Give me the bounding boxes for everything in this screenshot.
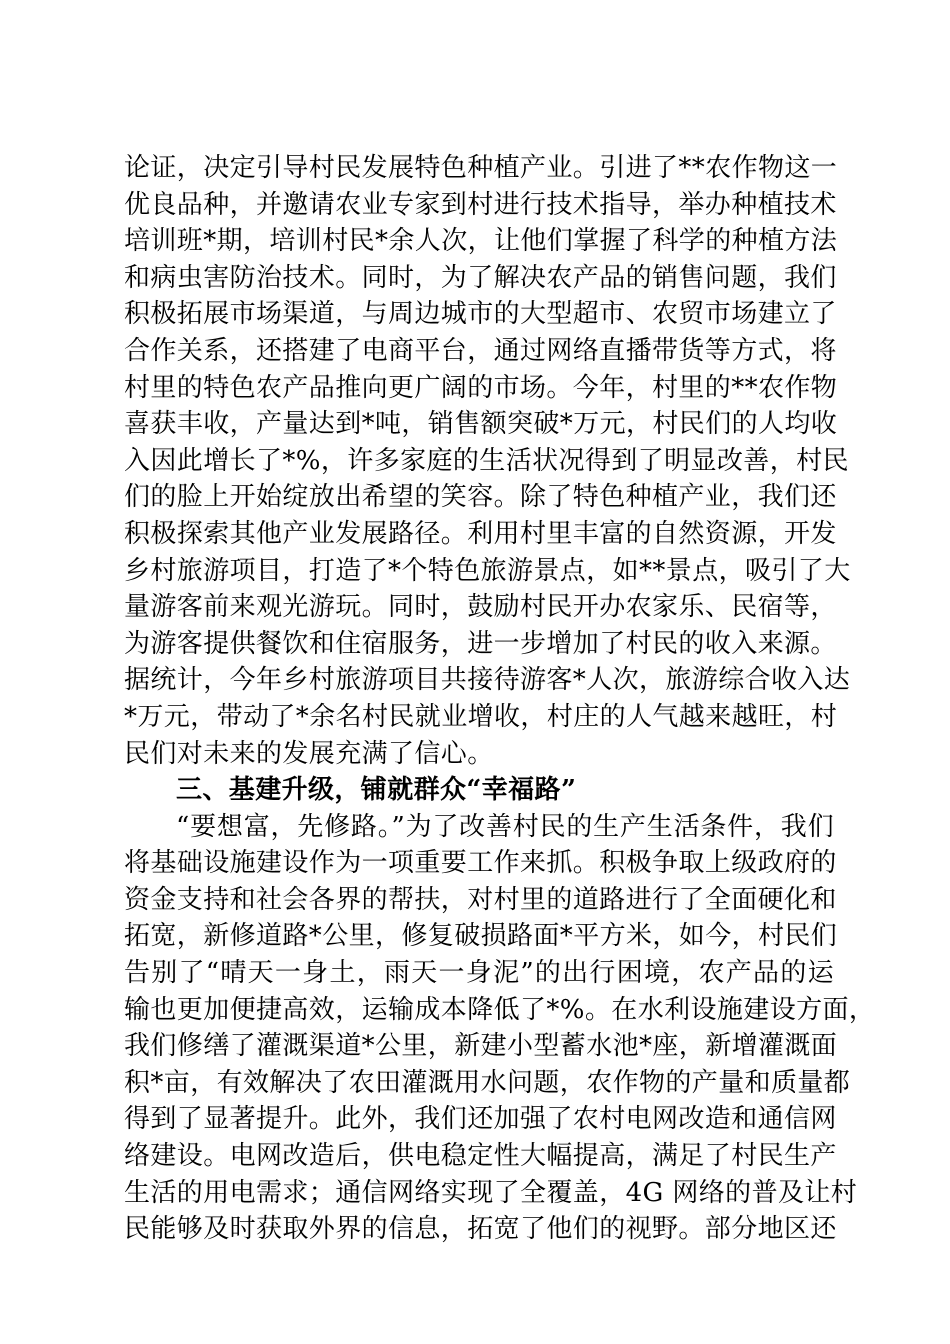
document-body — [124, 150, 876, 1248]
paragraph-line: 培训班*期，培训村民*余人次，让他们掌握了科学的种植方法 — [124, 226, 838, 257]
paragraph-line: 优良品种，并邀请农业专家到村进行技术指导，举办种植技术 — [124, 189, 837, 220]
paragraph-line: 量游客前来观光游玩。同时，鼓励村民开办农家乐、民宿等， — [124, 592, 837, 623]
paragraph-line: 村里的特色农产品推向更广阔的市场。今年，村里的**农作物 — [124, 372, 838, 403]
paragraph-line: 入因此增长了*%，许多家庭的生活状况得到了明显改善，村民 — [124, 445, 849, 476]
paragraph-line: 拓宽，新修道路*公里，修复破损路面*平方米，如今，村民们 — [124, 921, 838, 952]
paragraph-line: 积*亩，有效解决了农田灌溉用水问题，农作物的产量和质量都 — [124, 1067, 851, 1098]
paragraph-line: 我们修缮了灌溉渠道*公里，新建小型蓄水池*座，新增灌溉面 — [124, 1031, 838, 1062]
paragraph-line: 资金支持和社会各界的帮扶，对村里的道路进行了全面硬化和 — [124, 884, 837, 915]
paragraph-line: 告别了“晴天一身土，雨天一身泥”的出行困境，农产品的运 — [124, 958, 834, 989]
paragraph-line: “要想富，先修路。”为了改善村民的生产生活条件，我们 — [176, 811, 834, 842]
paragraph-line: 喜获丰收，产量达到*吨，销售额突破*万元，村民们的人均收 — [124, 409, 838, 440]
paragraph-line: 民能够及时获取外界的信息，拓宽了他们的视野。部分地区还 — [124, 1214, 837, 1245]
paragraph-line: 输也更加便捷高效，运输成本降低了*%。在水利设施建设方面， — [124, 994, 876, 1025]
paragraph-line: 积极拓展市场渠道，与周边城市的大型超市、农贸市场建立了 — [124, 299, 837, 330]
paragraph-line: 得到了显著提升。此外，我们还加强了农村电网改造和通信网 — [124, 1104, 837, 1135]
paragraph-line: 为游客提供餐饮和住宿服务，进一步增加了村民的收入来源。 — [124, 628, 837, 659]
paragraph-line: 们的脸上开始绽放出希望的笑容。除了特色种植产业，我们还 — [124, 482, 837, 513]
paragraph-line: 将基础设施建设作为一项重要工作来抓。积极争取上级政府的 — [124, 848, 837, 879]
paragraph-line: *万元，带动了*余名村民就业增收，村庄的人气越来越旺，村 — [124, 701, 838, 732]
paragraph-line: 生活的用电需求；通信网络实现了全覆盖，4G 网络的普及让村 — [124, 1177, 858, 1208]
paragraph-line: 据统计，今年乡村旅游项目共接待游客*人次，旅游综合收入达 — [124, 665, 851, 696]
paragraph-line: 论证，决定引导村民发展特色种植产业。引进了**农作物这一 — [124, 153, 838, 183]
section-heading: 三、基建升级，铺就群众“幸福路” — [176, 775, 577, 806]
paragraph-line: 合作关系，还搭建了电商平台，通过网络直播带货等方式，将 — [124, 335, 837, 366]
paragraph-line: 乡村旅游项目，打造了*个特色旅游景点，如**景点，吸引了大 — [124, 555, 851, 586]
paragraph-line: 络建设。电网改造后，供电稳定性大幅提高，满足了村民生产 — [124, 1141, 837, 1172]
paragraph-line: 积极探索其他产业发展路径。利用村里丰富的自然资源，开发 — [124, 518, 837, 549]
paragraph-line: 民们对未来的发展充满了信心。 — [124, 738, 494, 769]
paragraph-line: 和病虫害防治技术。同时，为了解决农产品的销售问题，我们 — [124, 262, 837, 293]
